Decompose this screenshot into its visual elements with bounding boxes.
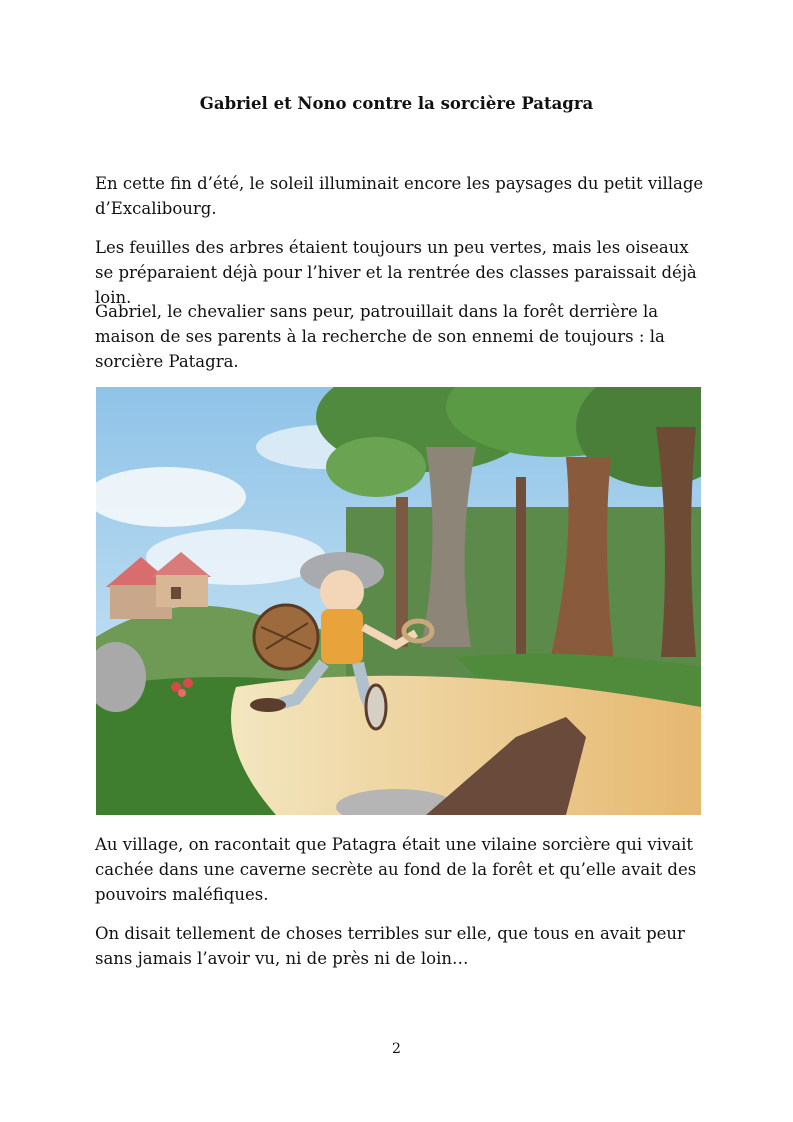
paragraph-1: En cette fin d’été, le soleil illuminait encore les paysages du petit village d’Excalibourg. [95, 174, 704, 218]
paragraph-4: Au village, on racontait que Patagra était une vilaine sorcière qui vivait cachée dans une caverne secrète au fond de la forêt et qu’elle avait des pouvoirs maléfiques. [95, 835, 697, 904]
paragraph-2: Les feuilles des arbres étaient toujours un peu vertes, mais les oiseaux se préparaient déjà pour l’hiver et la rentrée des classes paraissait déjà loin. [95, 238, 697, 307]
paragraph-5: On disait tellement de choses terribles sur elle, que tous en avait peur sans jamais l’avoir vu, ni de près ni de loin… [95, 924, 685, 968]
paragraph-3: Gabriel, le chevalier sans peur, patrouillait dans la forêt derrière la maison de ses parents à la recherche de son ennemi de toujours : la sorcière Patagra. [95, 302, 665, 371]
story-illustration [96, 387, 701, 815]
page-title: Gabriel et Nono contre la sorcière Patagra [199, 94, 594, 113]
forest-scene-image [96, 387, 701, 815]
page-number: 2 [392, 1041, 401, 1057]
